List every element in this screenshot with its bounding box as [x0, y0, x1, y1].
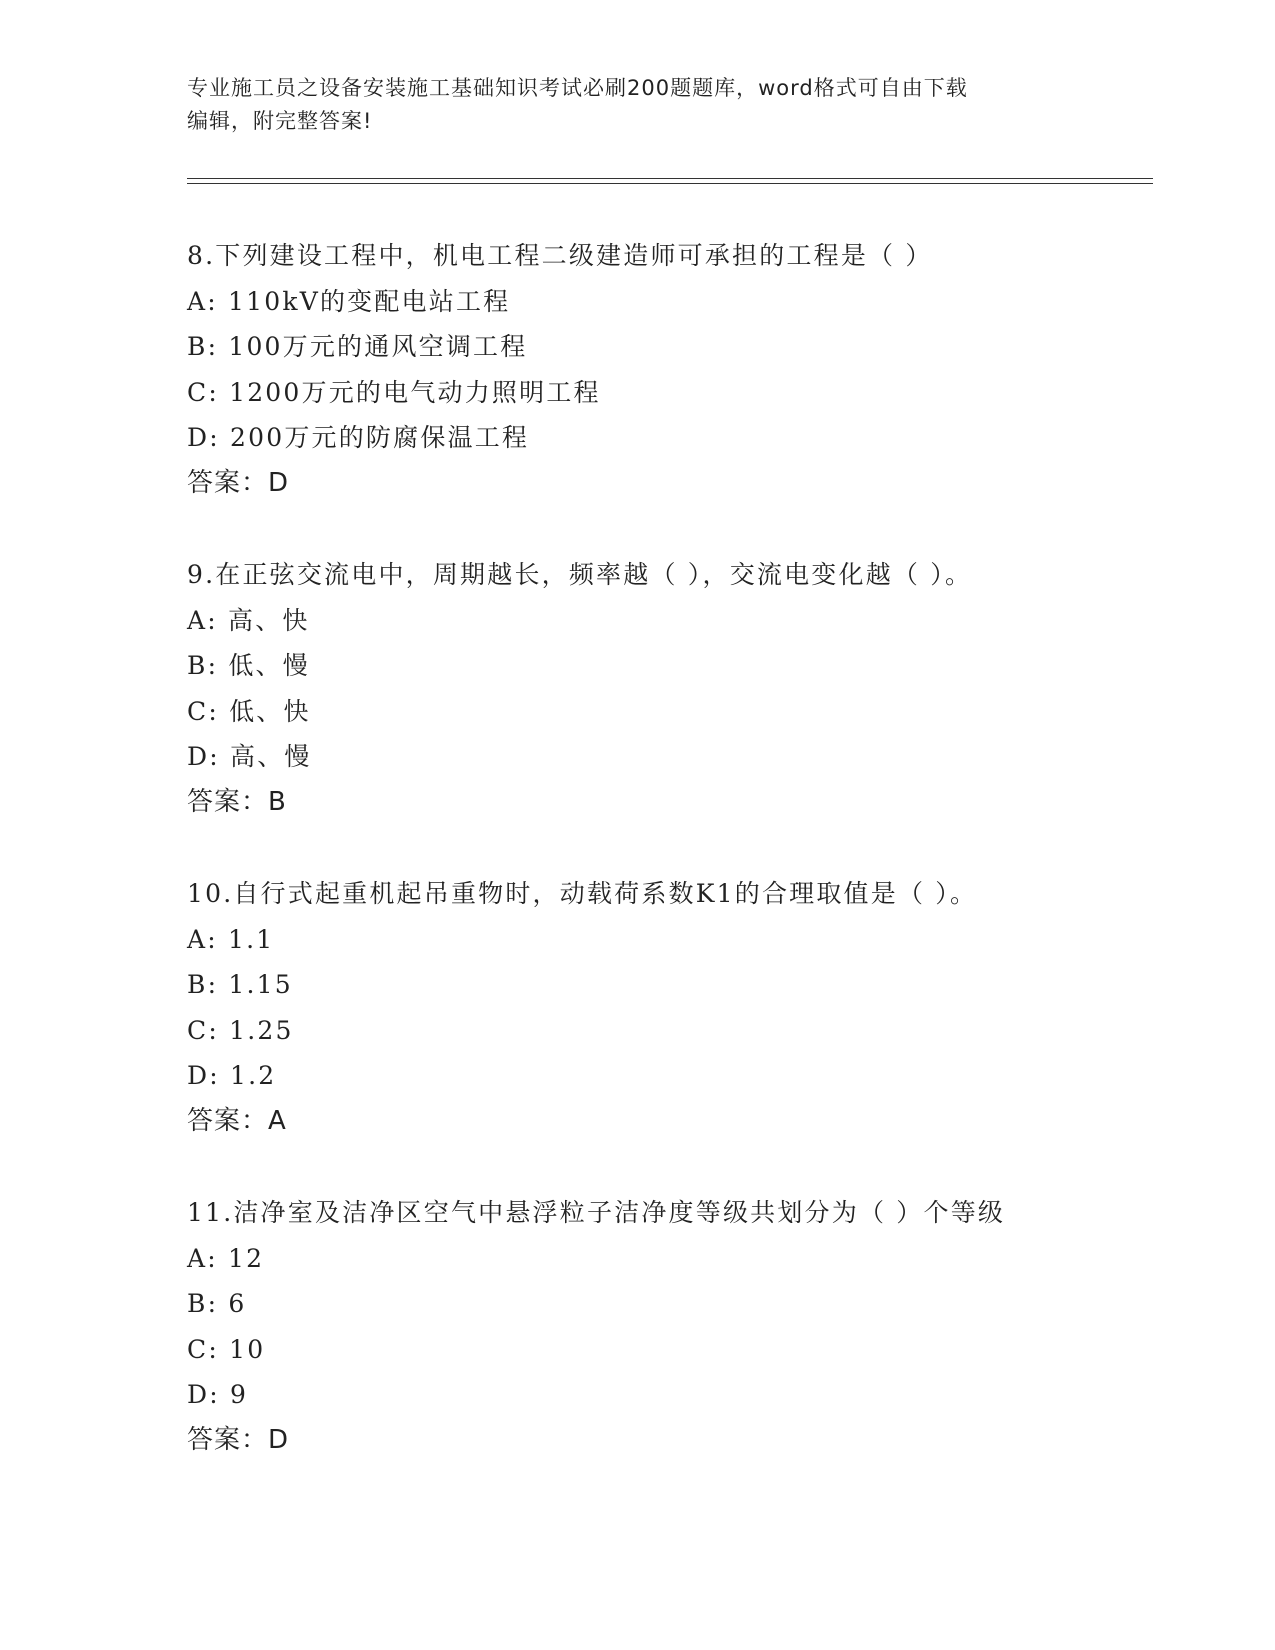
- question-stem: 9.在正弦交流电中，周期越长，频率越（ ），交流电变化越（ ）。: [187, 560, 973, 589]
- option-c: C: 1200万元的电气动力照明工程: [187, 377, 601, 407]
- option-d: D: 200万元的防腐保温工程: [187, 423, 530, 453]
- header-divider-bottom: [187, 183, 1153, 184]
- answer-line: 答案：D: [187, 467, 290, 498]
- question-stem: 8.下列建设工程中，机电工程二级建造师可承担的工程是（ ）: [187, 241, 933, 270]
- header-line-1: 专业施工员之设备安装施工基础知识考试必刷200题题库，word格式可自由下载: [187, 76, 968, 100]
- option-c: C: 10: [187, 1334, 266, 1364]
- option-c: C: 低、快: [187, 696, 311, 726]
- option-b: B: 低、慢: [187, 651, 310, 681]
- question-stem: 10.自行式起重机起吊重物时，动载荷系数K1的合理取值是（ ）。: [187, 879, 978, 908]
- option-a: A: 高、快: [187, 605, 310, 635]
- question-stem: 11.洁净室及洁净区空气中悬浮粒子洁净度等级共划分为（ ）个等级: [187, 1198, 1006, 1227]
- answer-line: 答案：A: [187, 1105, 287, 1136]
- option-a: A: 110kV的变配电站工程: [187, 286, 511, 316]
- option-b: B: 100万元的通风空调工程: [187, 332, 528, 362]
- question-block: [187, 871, 1187, 1145]
- question-block: [187, 1190, 1187, 1464]
- option-d: D: 9: [187, 1380, 249, 1410]
- answer-line: 答案：B: [187, 786, 287, 817]
- option-a: A: 12: [187, 1243, 265, 1273]
- option-b: B: 1.15: [187, 970, 293, 1000]
- document-header: [187, 72, 1087, 138]
- option-d: D: 高、慢: [187, 742, 312, 772]
- option-c: C: 1.25: [187, 1015, 294, 1045]
- option-a: A: 1.1: [187, 924, 275, 954]
- header-divider-top: [187, 178, 1153, 179]
- option-d: D: 1.2: [187, 1061, 277, 1091]
- header-line-2: 编辑，附完整答案!: [187, 109, 373, 133]
- option-b: B: 6: [187, 1289, 247, 1319]
- question-block: [187, 552, 1187, 826]
- answer-line: 答案：D: [187, 1424, 290, 1455]
- question-block: [187, 233, 1187, 507]
